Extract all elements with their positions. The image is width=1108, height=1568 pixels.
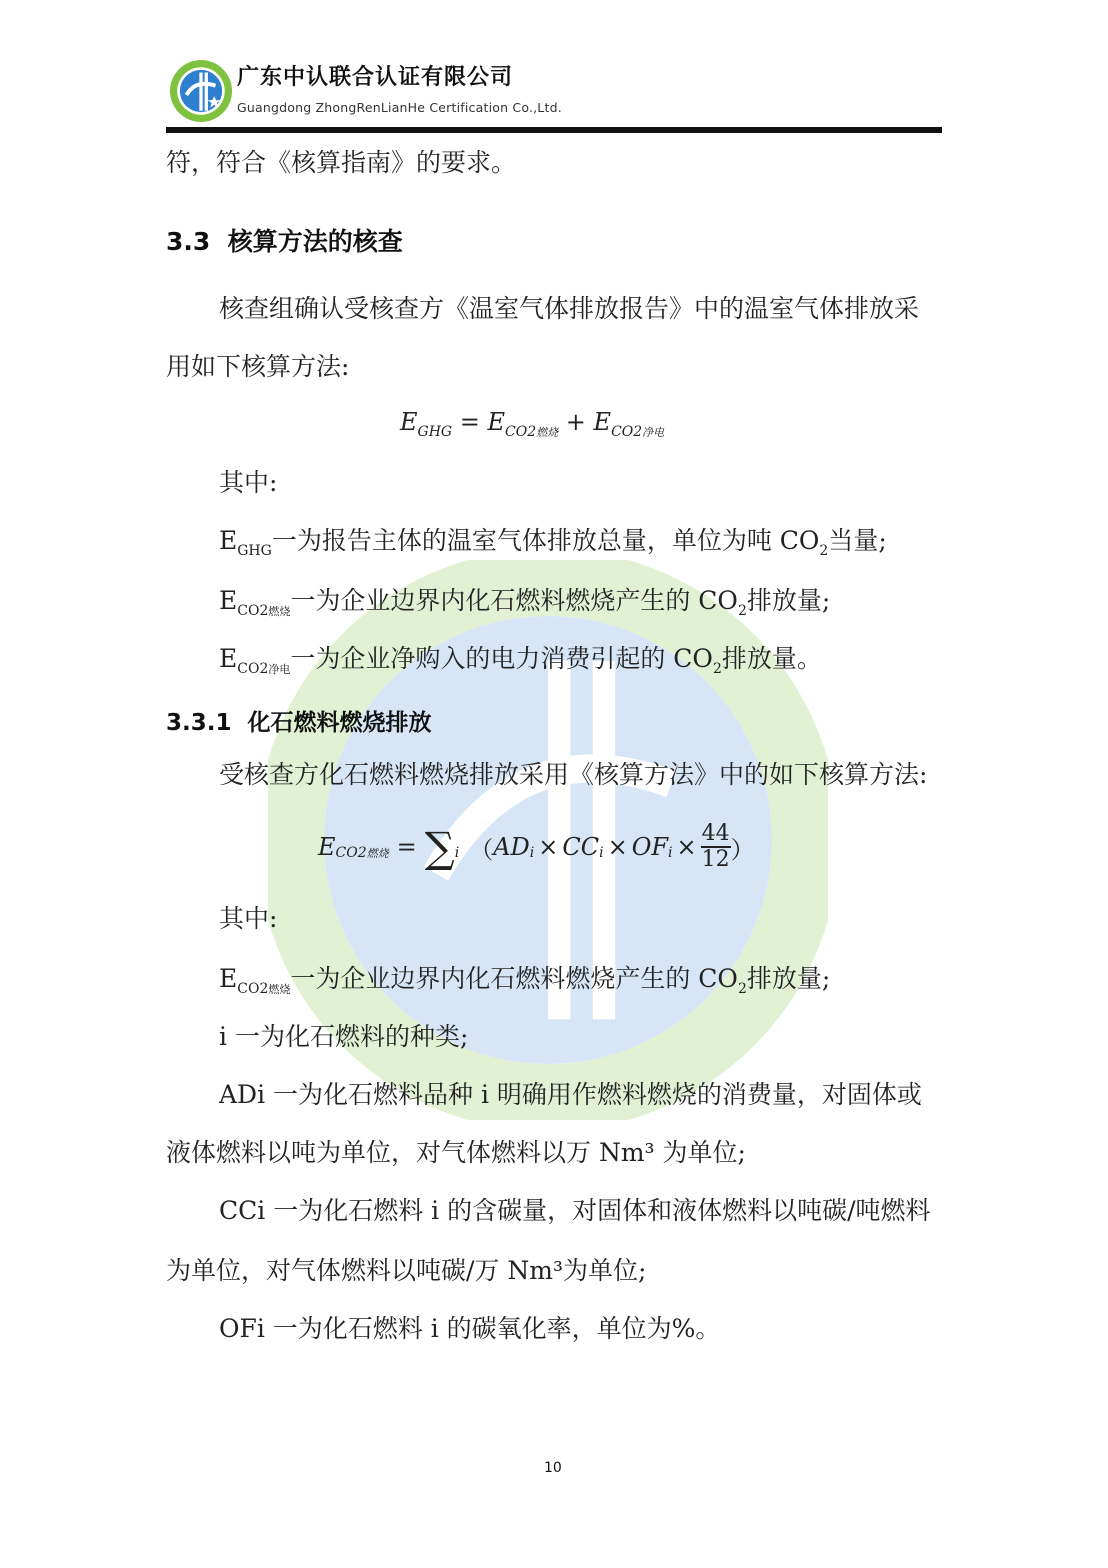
company-name-cn: 广东中认联合认证有限公司	[237, 65, 514, 90]
company-logo-icon	[168, 58, 234, 124]
paragraph-continuation: 符，符合《核算指南》的要求。	[166, 148, 517, 177]
section-title: 核算方法的核查	[227, 227, 403, 256]
paragraph-line: 用如下核算方法:	[166, 352, 350, 381]
definition-line: CCi 一为化石燃料 i 的含碳量，对固体和液体燃料以吨碳/吨燃料	[219, 1196, 931, 1225]
section-number: 3.3.1	[166, 710, 232, 736]
definition-line: $E_{CO2净电}$一为企业净购入的电力消费引起的 $CO_2$排放量。	[219, 644, 822, 677]
where-label: 其中:	[219, 468, 278, 497]
definition-line: i 一为化石燃料的种类;	[219, 1022, 469, 1051]
definition-line: 为单位，对气体燃料以吨碳/万 Nm³为单位;	[166, 1256, 647, 1285]
definition-line: $E_{CO2燃烧}$一为企业边界内化石燃料燃烧产生的 $CO_2$排放量;	[219, 964, 831, 997]
definition-line: OFi 一为化石燃料 i 的碳氧化率，单位为%。	[219, 1314, 721, 1343]
page-number: 10	[544, 1460, 562, 1476]
formula-fossil-fuel: E CO2 燃烧 = ∑ i （ AD i × CC i × OF i × 44 12 ）	[318, 821, 755, 873]
section-heading-3-3-1	[166, 704, 432, 737]
definition-line: $E_{CO2燃烧}$一为企业边界内化石燃料燃烧产生的 $CO_2$排放量;	[219, 586, 831, 619]
header-rule	[166, 127, 942, 133]
section-number: 3.3	[166, 227, 211, 256]
where-label: 其中:	[219, 904, 278, 933]
paragraph-line: 核查组确认受核查方《温室气体排放报告》中的温室气体排放采	[219, 294, 920, 323]
section-title: 化石燃料燃烧排放	[247, 710, 432, 736]
paragraph-line: 受核查方化石燃料燃烧排放采用《核算方法》中的如下核算方法:	[219, 760, 928, 789]
definition-line: ADi 一为化石燃料品种 i 明确用作燃料燃烧的消费量，对固体或	[219, 1080, 922, 1109]
definition-line: $E_{GHG}$一为报告主体的温室气体排放总量，单位为吨 $CO_2$当量;	[219, 526, 887, 559]
formula-total-emissions: $E_{GHG} = E_{CO2燃烧} + E_{CO2净电}$	[400, 408, 665, 440]
section-heading-3-3	[166, 222, 403, 258]
company-name-en: Guangdong ZhongRenLianHe Certification Co.,Ltd.	[237, 100, 562, 115]
definition-line: 液体燃料以吨为单位，对气体燃料以万 Nm³ 为单位;	[166, 1138, 746, 1167]
